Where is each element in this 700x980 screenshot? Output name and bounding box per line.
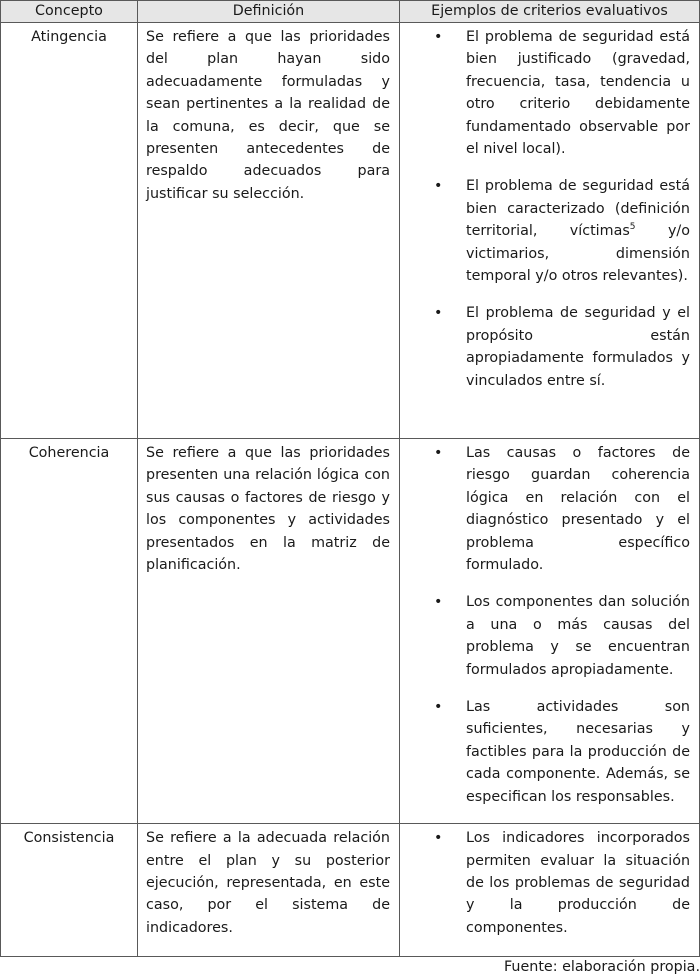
list-item bbox=[408, 442, 690, 576]
header-definicion: Definición bbox=[138, 1, 400, 23]
bullet-icon: • bbox=[434, 830, 443, 847]
list-item bbox=[408, 175, 690, 287]
definition-cell: Se refiere a que las prioridades del plan hayan sido adecuadamente formuladas y sean pertinentes a la realidad de la comuna, es decir, que se presenten antecedentes de respaldo adecuados para justificar su selección. bbox=[138, 23, 400, 439]
criterion-text: Las causas o factores de riesgo guardan coherencia lógica en relación con el diagnóstico presentado y el problema específico formulado. bbox=[466, 445, 690, 574]
criteria-list bbox=[408, 827, 690, 939]
concept-cell: Atingencia bbox=[1, 23, 138, 439]
bullet-icon: • bbox=[434, 29, 443, 45]
criterion-text: Los indicadores incorporados permiten evaluar la situación de los problemas de seguridad y la producción de componentes. bbox=[466, 830, 690, 936]
footnote-marker: 5 bbox=[629, 222, 636, 233]
header-ejemplos: Ejemplos de criterios evaluativos bbox=[400, 1, 700, 23]
bullet-icon: • bbox=[434, 178, 443, 195]
source-footnote: Fuente: elaboración propia. bbox=[503, 959, 700, 975]
list-item bbox=[408, 26, 690, 160]
table-row-coherencia bbox=[1, 439, 700, 824]
criterion-text-continued: y/o victimarios, dimensión temporal y/o otros relevantes). bbox=[466, 223, 690, 285]
header-row bbox=[1, 1, 700, 23]
criterion-text: Las actividades son suficientes, necesarias y factibles para la producción de cada componente. Además, se especifican los responsables. bbox=[466, 699, 690, 805]
table-row-atingencia bbox=[1, 23, 700, 439]
bullet-icon: • bbox=[434, 445, 443, 461]
criteria-list bbox=[408, 26, 690, 392]
list-item bbox=[408, 827, 690, 939]
concept-cell: Coherencia bbox=[1, 439, 138, 824]
bullet-icon: • bbox=[434, 305, 443, 322]
examples-cell bbox=[400, 23, 700, 439]
criterion-text: El problema de seguridad y el propósito están apropiadamente formulados y vinculados entre sí. bbox=[466, 305, 690, 389]
examples-cell bbox=[400, 824, 700, 957]
definition-cell: Se refiere a la adecuada relación entre el plan y su posterior ejecución, representada, en este caso, por el sistema de indicadores. bbox=[138, 824, 400, 957]
examples-cell bbox=[400, 439, 700, 824]
bullet-icon: • bbox=[434, 699, 443, 716]
definition-cell: Se refiere a que las prioridades presenten una relación lógica con sus causas o factores de riesgo y los componentes y actividades presentados en la matriz de planificación. bbox=[138, 439, 400, 824]
list-item bbox=[408, 302, 690, 392]
concept-cell: Consistencia bbox=[1, 824, 138, 957]
criteria-list bbox=[408, 442, 690, 808]
criterion-text: El problema de seguridad está bien caracterizado (definición territorial, víctimas bbox=[466, 178, 690, 240]
list-item bbox=[408, 591, 690, 681]
table-row-consistencia bbox=[1, 824, 700, 957]
criterion-text: Los componentes dan solución a una o más causas del problema y se encuentran formulados apropiadamente. bbox=[466, 594, 690, 678]
bullet-icon: • bbox=[434, 594, 443, 611]
list-item bbox=[408, 696, 690, 808]
criterion-text: El problema de seguridad está bien justificado (gravedad, frecuencia, tasa, tendencia u otro criterio debidamente fundamentado observable por el nivel local). bbox=[466, 29, 690, 158]
header-concepto: Concepto bbox=[1, 1, 138, 23]
